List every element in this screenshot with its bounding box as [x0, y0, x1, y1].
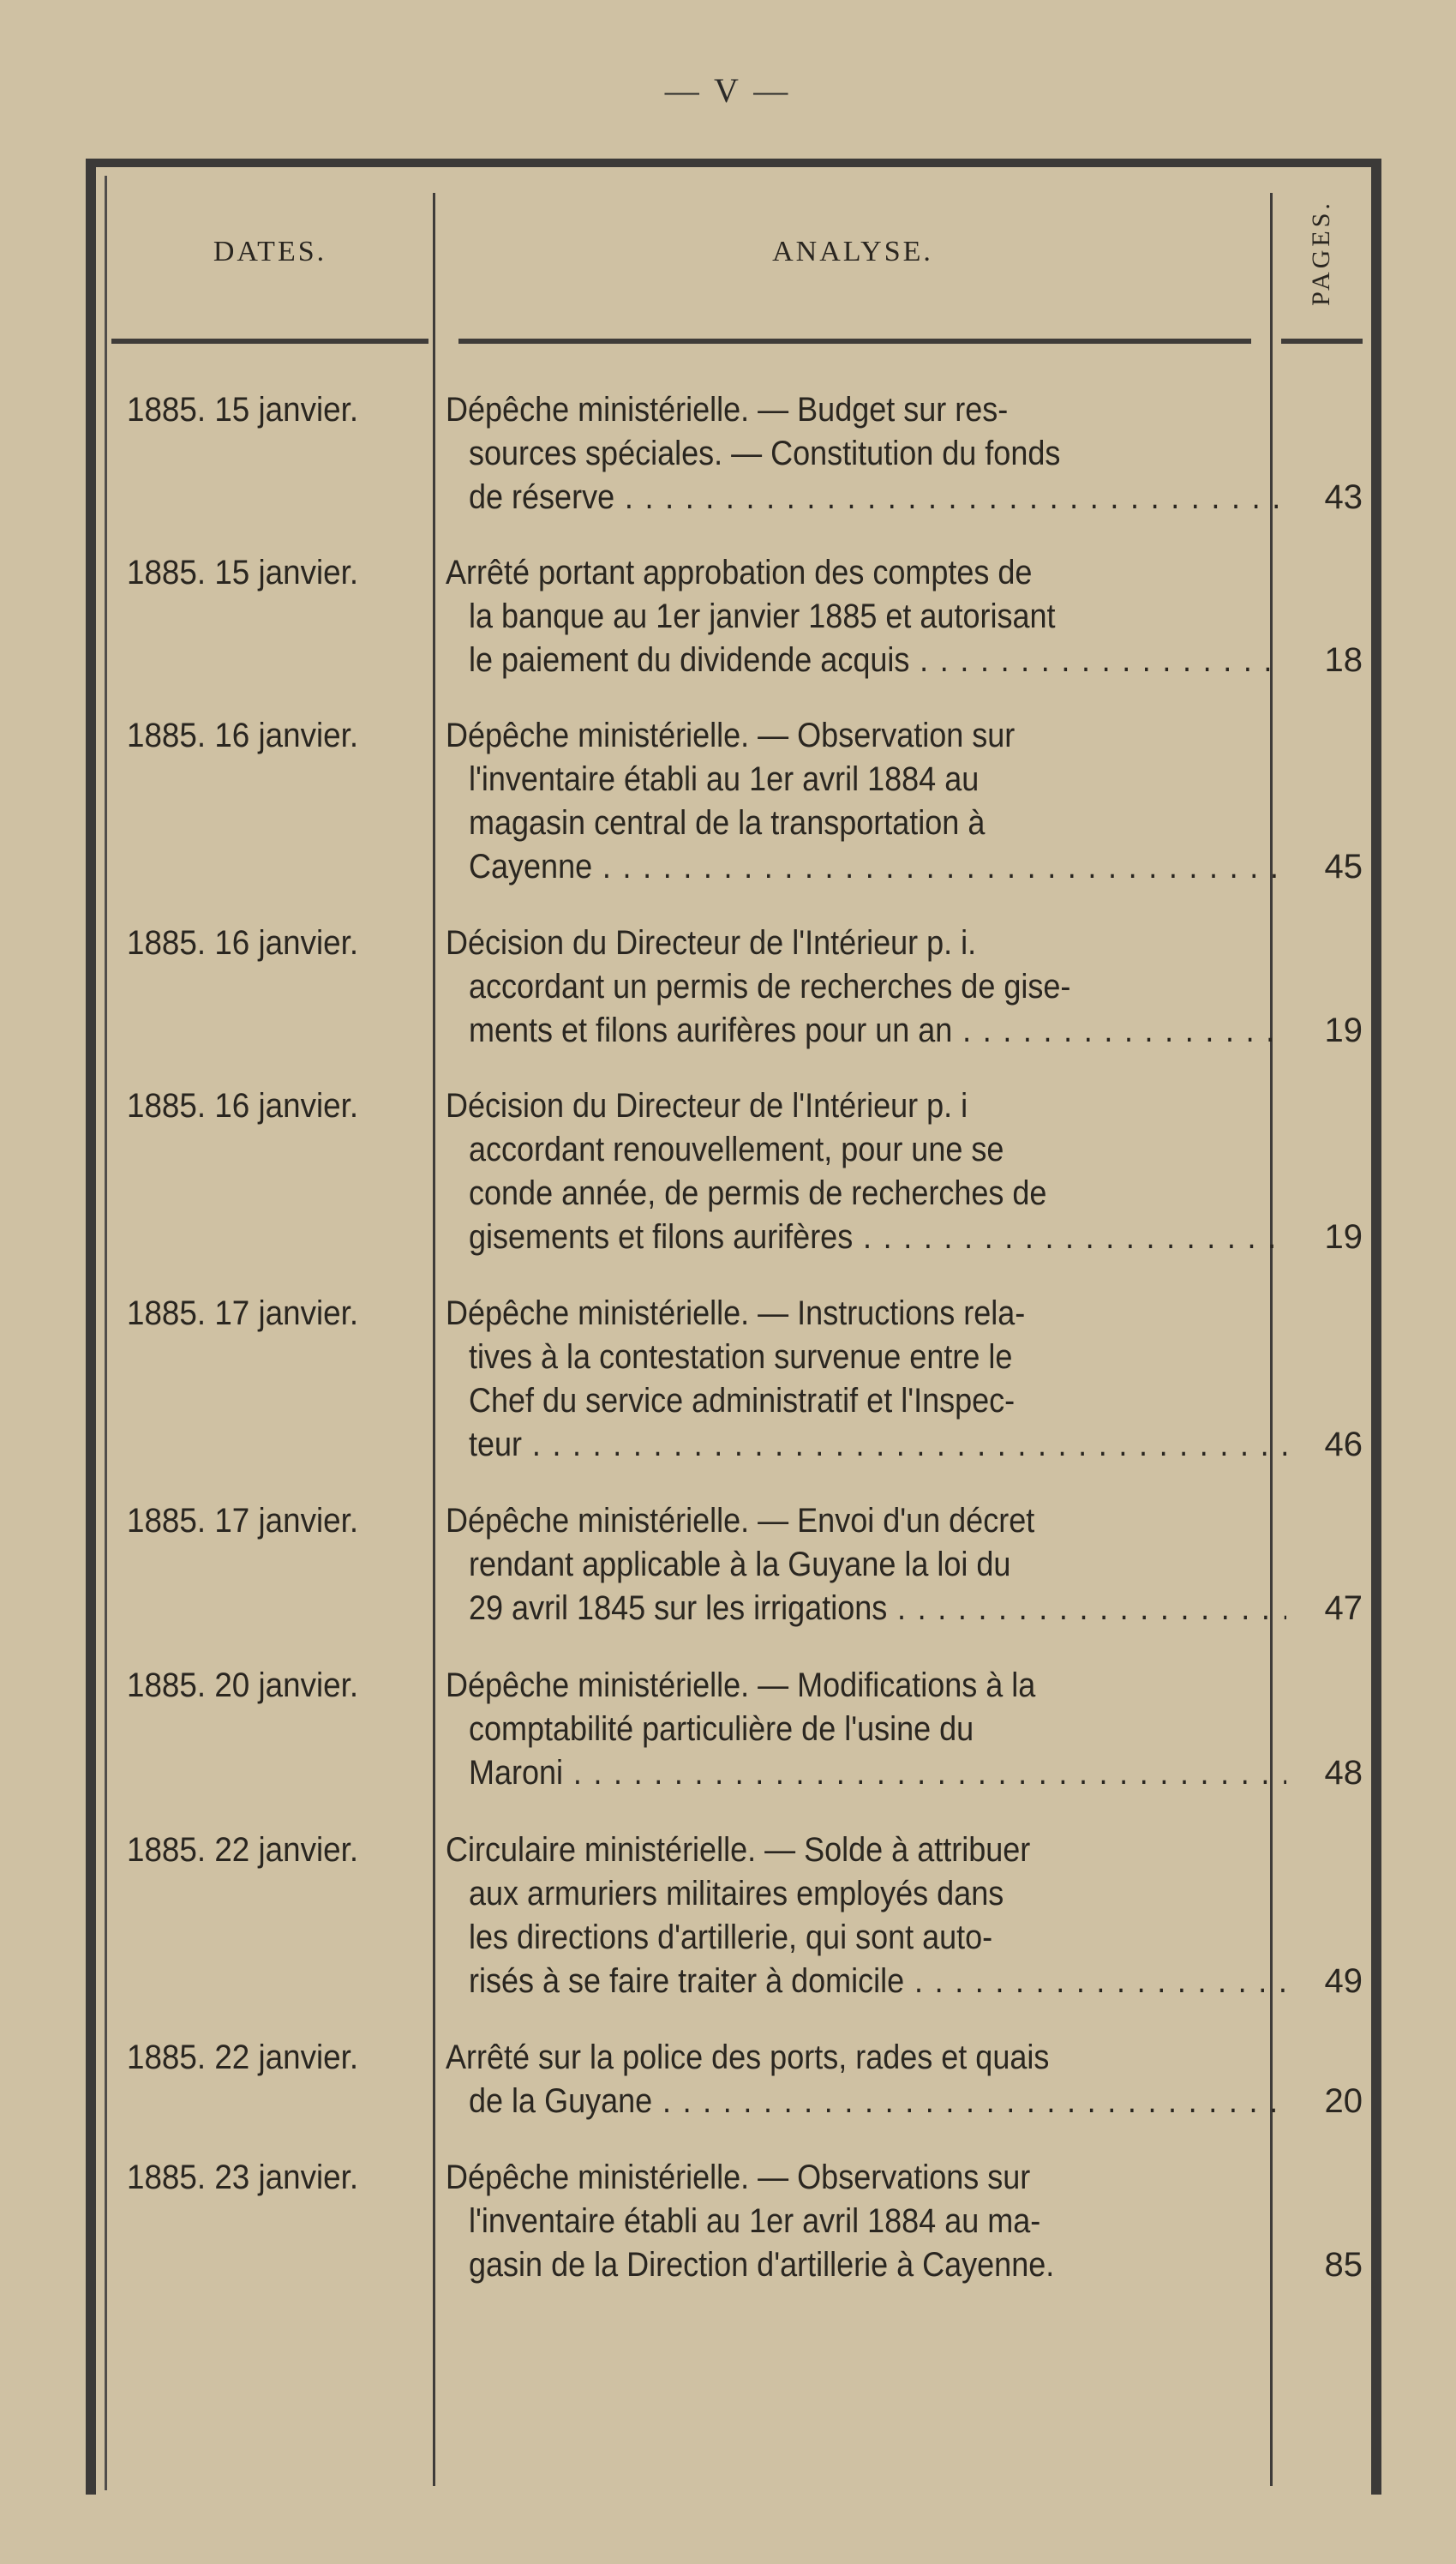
entry-date: 1885. 22 janvier.	[127, 1831, 359, 1869]
analysis-line: l'inventaire établi au 1er avril 1884 au ma-	[469, 2202, 1041, 2240]
entry-date: 1885. 17 janvier.	[127, 1294, 359, 1332]
entry-analysis	[446, 2036, 1264, 2123]
entry-date: 1885. 20 janvier.	[127, 1666, 359, 1704]
entry-analysis	[446, 1292, 1264, 1467]
entry-analysis	[446, 1499, 1264, 1630]
analysis-line: accordant renouvellement, pour une se	[469, 1131, 1004, 1168]
table-top-rule	[86, 159, 1380, 167]
entry-analysis	[446, 922, 1264, 1053]
header-pages: PAGES.	[1307, 200, 1335, 306]
analysis-line: Chef du service administratif et l'Inspec-	[469, 1382, 1016, 1420]
analysis-line: Arrêté sur la police des ports, rades et quais	[446, 2039, 1050, 2076]
entry-page: 19	[1324, 1012, 1363, 1049]
entry-page: 49	[1324, 1962, 1363, 2000]
analysis-line: l'inventaire établi au 1er avril 1884 au	[469, 760, 980, 798]
entry-page: 20	[1324, 2082, 1363, 2120]
analysis-line: conde année, de permis de recherches de	[469, 1174, 1047, 1212]
entry-analysis	[446, 2156, 1264, 2287]
analysis-line: accordant un permis de recherches de gise-	[469, 968, 1071, 1006]
page-number: — V —	[664, 71, 792, 110]
analysis-line: teur . . .	[446, 1423, 1286, 1467]
entry-analysis	[446, 388, 1264, 519]
entry-date: 1885. 15 janvier.	[127, 554, 359, 591]
entry-analysis	[446, 1084, 1264, 1259]
analysis-line: Cayenne . . .	[446, 845, 1286, 889]
analysis-line: Dépêche ministérielle. — Observations sur	[446, 2159, 1031, 2196]
analysis-line: comptabilité particulière de l'usine du	[469, 1710, 974, 1748]
analysis-line: de la Guyane . . .	[446, 2080, 1286, 2123]
entry-date: 1885. 17 janvier.	[127, 1502, 359, 1540]
analysis-line: le paiement du dividende acquis . . .	[446, 639, 1286, 682]
entry-date: 1885. 16 janvier.	[127, 1087, 359, 1125]
analysis-line: Circulaire ministérielle. — Solde à attribuer	[446, 1831, 1031, 1869]
entry-analysis	[446, 551, 1264, 682]
analysis-line: Dépêche ministérielle. — Modifications à la	[446, 1666, 1036, 1704]
table-inner-left-rule	[105, 176, 107, 2490]
analysis-line: rendant applicable à la Guyane la loi du	[469, 1546, 1011, 1583]
analysis-line: 29 avril 1845 sur les irrigations . . .	[446, 1587, 1286, 1630]
index-table	[86, 159, 1380, 2495]
analysis-line: Dépêche ministérielle. — Observation sur	[446, 717, 1016, 754]
analysis-line: aux armuriers militaires employés dans	[469, 1875, 1004, 1912]
entry-analysis	[446, 714, 1264, 889]
table-right-rule	[1371, 159, 1381, 2495]
analysis-line: Décision du Directeur de l'Intérieur p. i.	[446, 924, 977, 962]
analysis-line: Dépêche ministérielle. — Budget sur res-	[446, 391, 1009, 429]
entry-date: 1885. 15 janvier.	[127, 391, 359, 429]
entry-date: 1885. 16 janvier.	[127, 717, 359, 754]
header-analyse: ANALYSE.	[772, 236, 933, 267]
entry-date: 1885. 16 janvier.	[127, 924, 359, 962]
entry-page: 48	[1324, 1754, 1363, 1792]
table-left-rule	[86, 159, 96, 2495]
entry-analysis	[446, 1664, 1264, 1795]
analysis-line: tives à la contestation survenue entre le	[469, 1338, 1013, 1376]
entry-page: 47	[1324, 1589, 1363, 1627]
entry-page: 85	[1324, 2246, 1363, 2284]
entry-page: 46	[1324, 1426, 1363, 1463]
header-underline-analyse	[458, 339, 1251, 344]
entry-date: 1885. 23 janvier.	[127, 2159, 359, 2196]
entry-page: 18	[1324, 641, 1363, 679]
analysis-line: magasin central de la transportation à	[469, 804, 986, 842]
column-divider-dates	[433, 193, 435, 2486]
analysis-line: les directions d'artillerie, qui sont auto-	[469, 1918, 993, 1956]
analysis-line: la banque au 1er janvier 1885 et autorisant	[469, 597, 1056, 635]
analysis-line: Maroni . . .	[446, 1751, 1286, 1795]
analysis-line: Dépêche ministérielle. — Envoi d'un décret	[446, 1502, 1035, 1540]
header-underline-pages	[1281, 339, 1363, 344]
entry-page: 45	[1324, 848, 1363, 886]
entry-analysis	[446, 1828, 1264, 2003]
analysis-line: gisements et filons aurifères . . .	[446, 1216, 1286, 1259]
entry-page: 19	[1324, 1218, 1363, 1256]
analysis-line: gasin de la Direction d'artillerie à Cayenne.	[469, 2246, 1055, 2284]
header-underline-dates	[111, 339, 428, 344]
analysis-line: ments et filons aurifères pour un an . . .	[446, 1009, 1286, 1053]
analysis-line: sources spéciales. — Constitution du fonds	[469, 435, 1061, 472]
analysis-line: Arrêté portant approbation des comptes de	[446, 554, 1033, 591]
header-dates: DATES.	[213, 236, 327, 267]
entry-date: 1885. 22 janvier.	[127, 2039, 359, 2076]
analysis-line: Décision du Directeur de l'Intérieur p. i	[446, 1087, 968, 1125]
analysis-line: de réserve . . .	[446, 476, 1286, 519]
entry-page: 43	[1324, 478, 1363, 516]
analysis-line: Dépêche ministérielle. — Instructions rela-	[446, 1294, 1026, 1332]
analysis-line: risés à se faire traiter à domicile . . .	[446, 1960, 1286, 2003]
